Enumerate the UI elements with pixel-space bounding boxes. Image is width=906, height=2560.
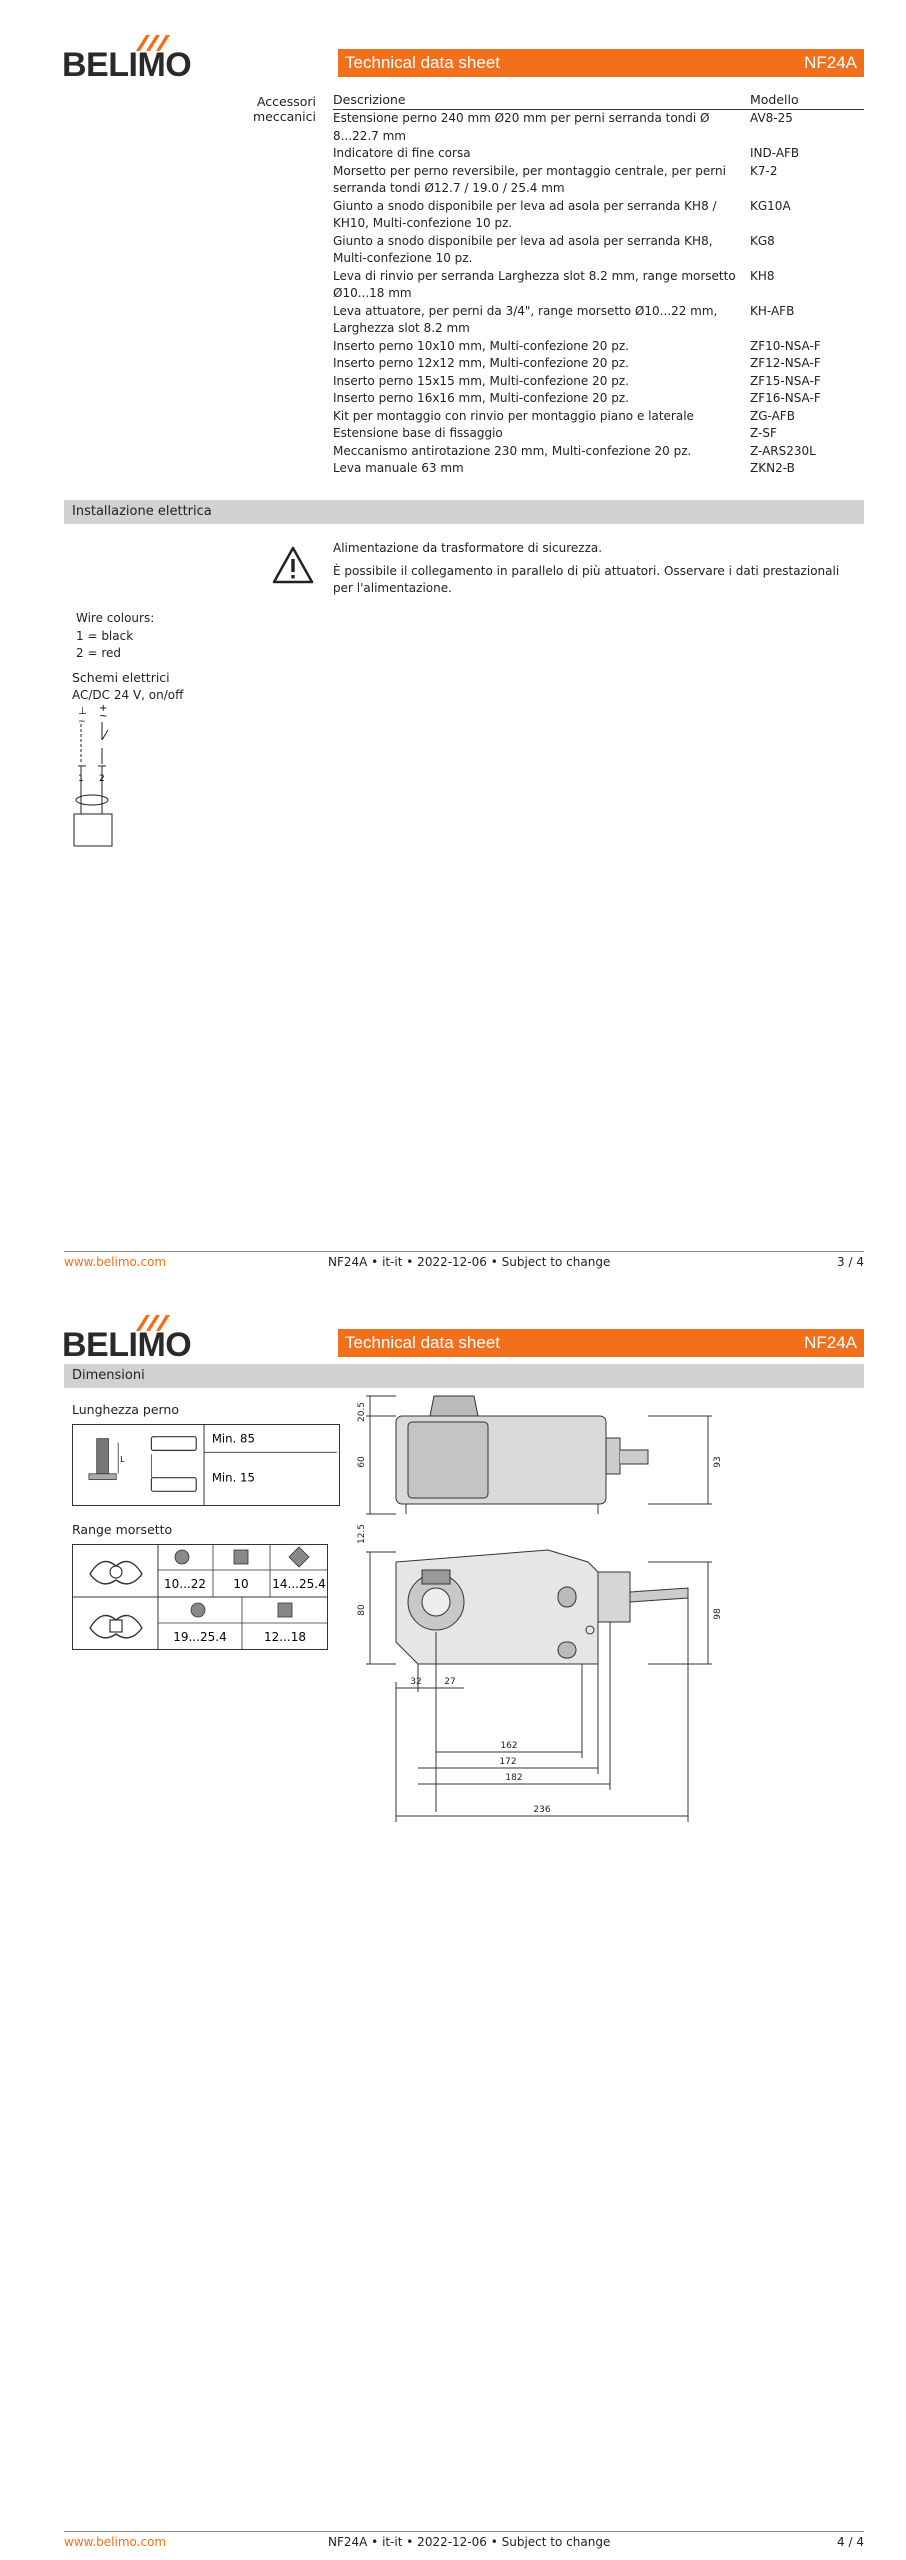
accessory-model: IND-AFB bbox=[750, 146, 800, 160]
footer-page-3 bbox=[64, 1251, 864, 1273]
dim-98: 98 bbox=[713, 1608, 723, 1620]
header-bar bbox=[338, 1329, 864, 1357]
accessory-description: Estensione base di fissaggio bbox=[333, 426, 503, 440]
accessory-row bbox=[333, 408, 864, 426]
header-bar bbox=[338, 49, 864, 77]
clamp-range-round-2: 19...25.4 bbox=[173, 1630, 227, 1644]
clamp-range-table bbox=[72, 1544, 328, 1650]
dim-12-5: 12.5 bbox=[357, 1523, 367, 1545]
schemes-title: Schemi elettrici bbox=[72, 670, 170, 685]
dim-172: 172 bbox=[499, 1757, 517, 1767]
wire-colours bbox=[76, 610, 154, 663]
accessory-description: Estensione perno 240 mm Ø20 mm per perni serranda tondi Ø 8...22.7 mm bbox=[333, 111, 710, 143]
accessories-category: Accessori meccanici bbox=[252, 94, 316, 124]
accessory-row bbox=[333, 373, 864, 391]
accessory-model: KG8 bbox=[750, 233, 775, 248]
accessory-row bbox=[333, 233, 864, 268]
wire-colours-title: Wire colours: bbox=[76, 611, 155, 625]
dimension-drawing bbox=[348, 1392, 828, 1832]
clamp-range-square-2: 12...18 bbox=[264, 1630, 306, 1644]
shaft-length-table bbox=[72, 1424, 340, 1506]
accessory-description: Leva di rinvio per serranda Larghezza slot 8.2 mm, range morsetto Ø10...18 mm bbox=[333, 268, 736, 300]
terminal-2-label: 2 bbox=[99, 774, 105, 784]
dim-162: 162 bbox=[500, 1741, 518, 1751]
section-dimensions-title: Dimensioni bbox=[72, 1368, 145, 1383]
accessory-row bbox=[333, 338, 864, 356]
accessory-description: Morsetto per perno reversibile, per montaggio centrale, per perni serranda tondi Ø12.7 / 19.0 / 25.4 mm bbox=[333, 163, 726, 195]
footer-page-4 bbox=[64, 2531, 864, 2553]
header-title: Technical data sheet bbox=[345, 1333, 500, 1352]
accessory-model: ZF10-NSA-F bbox=[750, 338, 821, 353]
belimo-logo bbox=[62, 33, 192, 84]
dim-20-5: 20.5 bbox=[357, 1401, 367, 1423]
accessory-description: Leva attuatore, per perni da 3/4", range morsetto Ø10...22 mm, Larghezza slot 8.2 mm bbox=[333, 303, 718, 335]
accessory-description: Inserto perno 12x12 mm, Multi-confezione 20 pz. bbox=[333, 356, 629, 370]
accessory-row bbox=[333, 163, 864, 198]
schemes-subtitle: AC/DC 24 V, on/off bbox=[72, 688, 184, 702]
accessory-model: ZKN2-B bbox=[750, 461, 795, 475]
accessory-description: Leva manuale 63 mm bbox=[333, 461, 464, 475]
accessory-row bbox=[333, 145, 864, 163]
terminal-plus-label: + bbox=[99, 704, 108, 714]
dim-32: 32 bbox=[410, 1677, 422, 1687]
col-header-description: Descrizione bbox=[333, 92, 406, 107]
clamp-range-diagonal: 14...25.4 bbox=[272, 1577, 326, 1591]
terminal-1-label: 1 bbox=[78, 774, 84, 784]
section-electrical bbox=[64, 500, 864, 524]
terminal-tilde-label-1: ~ bbox=[78, 717, 86, 727]
footer-url-link[interactable]: www.belimo.com bbox=[64, 2535, 167, 2549]
accessory-description: Indicatore di fine corsa bbox=[333, 146, 471, 160]
dim-80: 80 bbox=[357, 1604, 367, 1616]
accessories-rows bbox=[333, 110, 864, 478]
accessory-row bbox=[333, 460, 864, 478]
footer-info: NF24A • it-it • 2022-12-06 • Subject to change bbox=[328, 2535, 611, 2549]
warning-icon bbox=[272, 546, 314, 584]
accessory-row bbox=[333, 443, 864, 461]
warning-line-1: Alimentazione da trasformatore di sicurezza. bbox=[333, 541, 603, 555]
footer-page-number: 3 / 4 bbox=[837, 1255, 864, 1269]
clamp-range-square: 10 bbox=[233, 1577, 249, 1591]
accessory-row bbox=[333, 303, 864, 338]
header-model: NF24A bbox=[804, 1333, 857, 1352]
footer-info: NF24A • it-it • 2022-12-06 • Subject to change bbox=[328, 1255, 611, 1269]
accessory-description: Giunto a snodo disponibile per leva ad asola per serranda KH8 / KH10, Multi-confezione 10 pz. bbox=[333, 198, 717, 230]
accessory-row bbox=[333, 355, 864, 373]
accessory-description: Meccanismo antirotazione 230 mm, Multi-confezione 20 pz. bbox=[333, 443, 692, 458]
dim-182: 182 bbox=[505, 1773, 523, 1783]
shaft-min-1: Min. 85 bbox=[211, 1431, 255, 1446]
dim-93: 93 bbox=[713, 1456, 723, 1468]
header-title: Technical data sheet bbox=[345, 53, 500, 72]
wire-colour-1: 1 = black bbox=[76, 628, 134, 643]
dim-27: 27 bbox=[444, 1677, 456, 1687]
accessory-model: K7-2 bbox=[750, 163, 778, 178]
accessory-model: ZF12-NSA-F bbox=[750, 356, 821, 370]
section-electrical-title: Installazione elettrica bbox=[72, 504, 212, 519]
belimo-logo-text: BELIMO bbox=[62, 46, 192, 84]
accessory-description: Kit per montaggio con rinvio per montaggio piano e laterale bbox=[333, 408, 694, 423]
shaft-min-2: Min. 15 bbox=[211, 1470, 255, 1485]
col-header-model: Modello bbox=[750, 92, 799, 107]
belimo-logo-text: BELIMO bbox=[62, 1326, 192, 1364]
page-4 bbox=[0, 1280, 906, 2560]
accessory-model: Z-SF bbox=[750, 426, 777, 440]
accessory-model: AV8-25 bbox=[750, 111, 793, 125]
accessory-model: KH-AFB bbox=[750, 303, 795, 318]
accessory-row bbox=[333, 198, 864, 233]
accessory-model: ZF15-NSA-F bbox=[750, 373, 821, 388]
accessory-row bbox=[333, 425, 864, 443]
accessory-description: Inserto perno 10x10 mm, Multi-confezione 20 pz. bbox=[333, 338, 629, 353]
shaft-length-title: Lunghezza perno bbox=[72, 1402, 180, 1417]
accessory-row bbox=[333, 390, 864, 408]
clamp-range-round: 10...22 bbox=[164, 1577, 206, 1591]
terminal-tilde-label-2: ~ bbox=[99, 711, 108, 722]
warning-text bbox=[333, 540, 853, 603]
accessory-model: KG10A bbox=[750, 198, 791, 213]
terminal-minus-label: ⊥ bbox=[78, 706, 87, 717]
accessory-row bbox=[333, 110, 864, 145]
clamp-range-title: Range morsetto bbox=[72, 1522, 173, 1537]
dim-60: 60 bbox=[357, 1456, 367, 1468]
accessory-model: Z-ARS230L bbox=[750, 443, 816, 458]
footer-page-number: 4 / 4 bbox=[837, 2535, 864, 2549]
dim-236: 236 bbox=[533, 1805, 551, 1815]
footer-url-link[interactable]: www.belimo.com bbox=[64, 1255, 167, 1269]
accessory-description: Inserto perno 15x15 mm, Multi-confezione 20 pz. bbox=[333, 373, 629, 388]
belimo-logo bbox=[62, 1313, 192, 1364]
accessory-description: Inserto perno 16x16 mm, Multi-confezione 20 pz. bbox=[333, 391, 629, 405]
wire-colour-2: 2 = red bbox=[76, 646, 121, 660]
accessory-model: ZG-AFB bbox=[750, 408, 795, 423]
wiring-diagram bbox=[72, 704, 132, 854]
accessory-model: ZF16-NSA-F bbox=[750, 391, 821, 405]
section-dimensions bbox=[64, 1364, 864, 1388]
warning-line-2: È possibile il collegamento in parallelo di più attuatori. Osservare i dati prestazionali per l'alimentazione. bbox=[333, 563, 840, 595]
accessory-description: Giunto a snodo disponibile per leva ad asola per serranda KH8, Multi-confezione 10 pz. bbox=[333, 233, 713, 265]
header-model: NF24A bbox=[804, 53, 857, 72]
accessory-model: KH8 bbox=[750, 268, 775, 283]
svg-text:L: L bbox=[120, 1455, 125, 1465]
accessories-table-header bbox=[333, 92, 864, 110]
accessories-table bbox=[333, 92, 864, 478]
accessory-row bbox=[333, 268, 864, 303]
